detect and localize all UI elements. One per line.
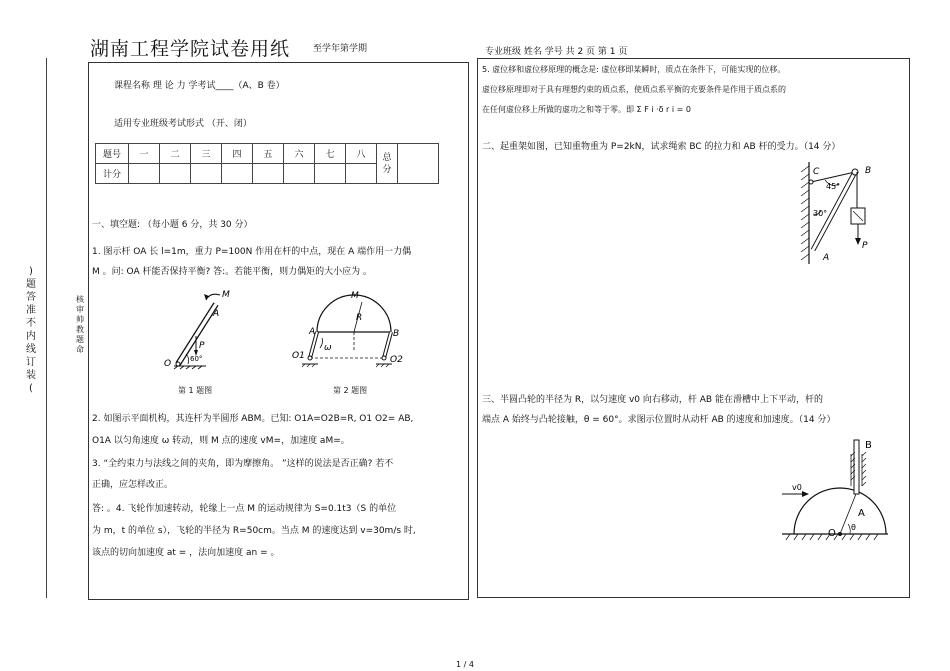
table-cell: 计分 bbox=[96, 164, 129, 184]
fig1-angle: 60° bbox=[190, 355, 203, 363]
fig2-label-a: A bbox=[309, 327, 316, 337]
q2-line1: 2. 如图示平面机构，其连杆为半圆形 ABM。已知: O1A=O2B=R, O1 O2= AB, bbox=[92, 414, 414, 424]
fig3-label-a: A bbox=[823, 253, 830, 263]
total-value-cell[interactable] bbox=[398, 144, 439, 184]
table-cell: 题号 bbox=[96, 144, 129, 164]
problem3-line1: 三、半圆凸轮的半径为 R，以匀速度 v0 向右移动，杆 AB 能在滑槽中上下平动，杆的 bbox=[482, 395, 823, 405]
student-info-line: 专业班级 姓名 学号 共 2 页 第 1 页 bbox=[485, 47, 628, 57]
q4-line2: 为 m，t 的单位 s），飞轮的半径为 R=50cm。当点 M 的速度达到 v=30m/s 时, bbox=[92, 526, 416, 536]
reviewer-note-text: 核审帅教题命 bbox=[76, 295, 84, 354]
fig2-label-m: M bbox=[351, 291, 359, 301]
q1-line1: 1. 图示杆 OA 长 l=1m，重力 P=100N 作用在杆的中点，现在 A 端作用一力偶 bbox=[92, 247, 412, 257]
score-input-cell[interactable] bbox=[222, 164, 253, 184]
score-input-cell[interactable] bbox=[191, 164, 222, 184]
q4-line1: 答: 。4. 飞轮作加速转动，轮缘上一点 M 的运动规律为 S=0.1t3（S 的单位 bbox=[92, 504, 397, 514]
score-table-header-row bbox=[96, 144, 439, 164]
q2-line2: O1A 以匀角速度 ω 转动，则 M 点的速度 vM=，加速度 aM=。 bbox=[92, 436, 350, 446]
fig4-label-o: O bbox=[828, 528, 836, 539]
section1-heading: 一、填空题: （每小题 6 分，共 30 分） bbox=[92, 220, 253, 230]
fig1-caption: 第 1 题图 bbox=[178, 386, 213, 395]
fig3-label-c: C bbox=[813, 167, 820, 177]
table-cell: 四 bbox=[222, 144, 253, 164]
fig1-label-a: A bbox=[213, 309, 220, 319]
fig1-label-p: P bbox=[199, 341, 205, 351]
q3-line1: 3. “全约束力与法线之间的夹角，即为摩擦角。 ”这样的说法是否正确? 若不 bbox=[92, 459, 394, 469]
fig3-angle-30: 30° bbox=[813, 209, 828, 218]
table-cell: 六 bbox=[284, 144, 315, 164]
score-table bbox=[95, 143, 439, 184]
table-cell: 七 bbox=[315, 144, 346, 164]
fig4-label-theta: θ bbox=[851, 523, 856, 532]
q5-line1: 5. 虚位移和虚位移原理的概念是: 虚位移即某瞬时，质点在条件下，可能实现的位移。 bbox=[482, 65, 786, 74]
figure-1 bbox=[160, 286, 240, 376]
fig3-label-b: B bbox=[865, 166, 872, 176]
fig2-label-b: B bbox=[393, 329, 400, 339]
figure-3 bbox=[795, 158, 880, 268]
fig2-label-o1: O1 bbox=[292, 351, 305, 361]
score-input-cell[interactable] bbox=[346, 164, 377, 184]
fig4-label-b: B bbox=[865, 440, 872, 451]
binding-line bbox=[46, 58, 47, 598]
table-cell: 八 bbox=[346, 144, 377, 164]
term-label: 至学年第学期 bbox=[313, 44, 368, 54]
fig4-label-a: A bbox=[858, 508, 865, 519]
fig2-label-r: R bbox=[356, 313, 363, 323]
table-cell: 一 bbox=[129, 144, 160, 164]
fig3-label-p: P bbox=[862, 241, 868, 251]
course-line: 课程名称 理 论 力 学考试____（A、B 卷） bbox=[114, 81, 285, 91]
figure-4 bbox=[778, 436, 888, 551]
binding-note-text: )题答准不内线订装( bbox=[26, 266, 36, 394]
q5-line3: 在任何虚位移上所做的虚功之和等于零。即 Σ F i ·δ r i = 0 bbox=[482, 105, 691, 114]
applicable-line: 适用专业班级考试形式 （开、闭） bbox=[114, 119, 252, 129]
q4-line3: 该点的切向加速度 at = ，法向加速度 an = 。 bbox=[92, 548, 280, 558]
score-input-cell[interactable] bbox=[284, 164, 315, 184]
fig2-label-o2: O2 bbox=[390, 355, 403, 365]
table-cell: 三 bbox=[191, 144, 222, 164]
fig3-angle-45: 45° bbox=[826, 182, 841, 191]
page-number: 1 / 4 bbox=[456, 660, 474, 669]
figure-2 bbox=[290, 290, 410, 376]
fig4-label-v0: v0 bbox=[792, 483, 802, 492]
problem3-line2: 端点 A 始终与凸轮接触，θ = 60°。求图示位置时从动杆 AB 的速度和加速度。（14 分） bbox=[482, 415, 836, 425]
score-input-cell[interactable] bbox=[253, 164, 284, 184]
fig2-caption: 第 2 题图 bbox=[333, 386, 368, 395]
paper-title: 湖南工程学院试卷用纸 bbox=[90, 38, 291, 60]
score-input-cell[interactable] bbox=[315, 164, 346, 184]
binding-note bbox=[25, 265, 37, 395]
problem2-text: 二、起重架如图，已知重物重为 P=2kN，试求绳索 BC 的拉力和 AB 杆的受力。（14 分） bbox=[482, 142, 841, 152]
q1-line2: M 。问: OA 杆能否保持平衡? 答:。若能平衡，则力偶矩的大小应为 。 bbox=[92, 267, 372, 277]
fig1-label-o: O bbox=[164, 359, 172, 369]
table-cell: 五 bbox=[253, 144, 284, 164]
q5-line2: 虚位移原理即对于具有理想约束的质点系，使质点系平衡的充要条件是作用于质点系的 bbox=[482, 85, 786, 94]
q3-line2: 正确，应怎样改正。 bbox=[92, 480, 174, 490]
score-input-cell[interactable] bbox=[160, 164, 191, 184]
fig2-label-omega: ω bbox=[324, 343, 332, 353]
fig1-label-m: M bbox=[222, 290, 230, 300]
score-input-cell[interactable] bbox=[129, 164, 160, 184]
total-cell: 总分 bbox=[377, 144, 398, 184]
reviewer-note bbox=[75, 295, 85, 355]
table-cell: 二 bbox=[160, 144, 191, 164]
